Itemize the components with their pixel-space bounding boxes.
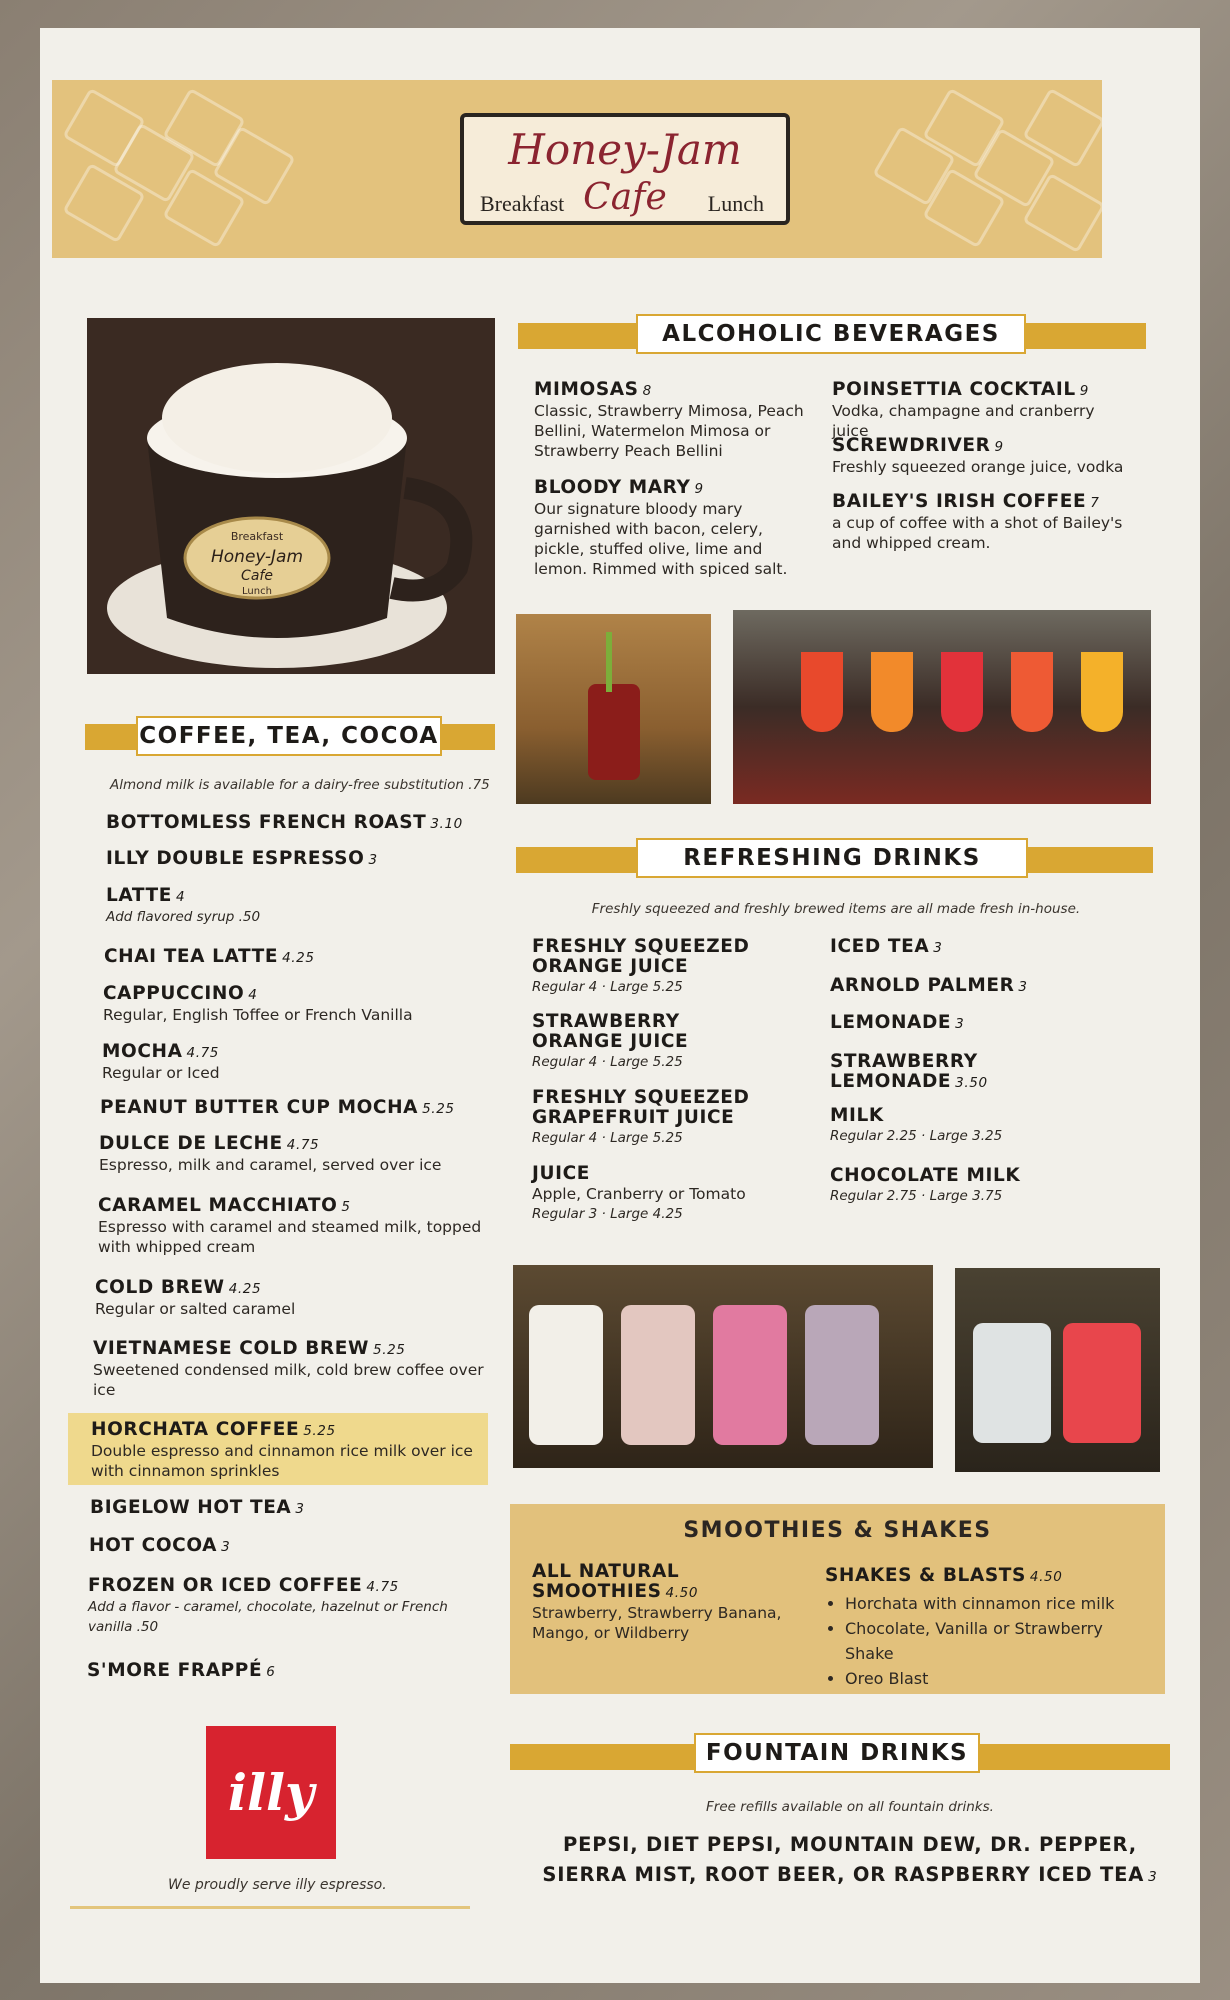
illy-logo: illy <box>206 1726 336 1859</box>
fountain-line-2-text: SIERRA MIST, ROOT BEER, OR RASPBERRY ICED TEA <box>542 1863 1145 1886</box>
item-name: BLOODY MARY <box>534 477 691 498</box>
fountain-drinks-list <box>540 1830 1160 1892</box>
item-name: MIMOSAS <box>534 379 639 400</box>
item-price: 8 <box>642 383 652 399</box>
menu-item <box>534 380 814 461</box>
menu-item <box>830 976 1090 997</box>
menu-item <box>532 1164 772 1224</box>
mimosas-photo <box>733 610 1151 804</box>
item-name: LEMONADE <box>830 1012 952 1033</box>
menu-item <box>830 1106 1090 1146</box>
menu-item <box>100 1098 495 1119</box>
menu-item <box>99 1134 494 1175</box>
refreshing-note: Freshly squeezed and freshly brewed items are all made fresh in-house. <box>591 901 1081 917</box>
item-sizes: Regular 4 · Large 5.25 <box>532 1054 683 1070</box>
header-banner <box>52 80 1102 258</box>
item-name: COLD BREW <box>95 1277 225 1298</box>
item-price: 9 <box>1079 383 1089 399</box>
menu-item <box>91 1420 486 1481</box>
menu-item <box>830 1013 1090 1034</box>
mug-badge-bottom: Lunch <box>242 586 272 597</box>
menu-item <box>532 1012 772 1072</box>
item-desc: Regular or Iced <box>102 1064 220 1082</box>
fountain-line-2 <box>540 1860 1160 1892</box>
menu-item <box>98 1196 493 1257</box>
cafe-name: Honey-Jam <box>508 125 742 174</box>
menu-item <box>532 1088 772 1148</box>
shakes-item <box>825 1566 1155 1691</box>
item-desc: Classic, Strawberry Mimosa, Peach Bellini, Watermelon Mimosa or Strawberry Peach Bellini <box>534 402 804 460</box>
item-desc: Add a flavor - caramel, chocolate, hazelnut or French vanilla .50 <box>88 1599 448 1635</box>
item-desc: Espresso with caramel and steamed milk, topped with whipped cream <box>98 1218 482 1256</box>
menu-item <box>88 1576 483 1637</box>
item-name: JUICE <box>532 1163 591 1184</box>
item-price: 4.75 <box>366 1579 399 1595</box>
item-price: 4.25 <box>282 950 315 966</box>
shakes-bullet: • Oreo Blast <box>845 1666 1155 1691</box>
item-name: BIGELOW HOT TEA <box>90 1497 292 1518</box>
item-name: ICED TEA <box>830 936 930 957</box>
item-name: STRAWBERRY LEMONADE <box>830 1051 978 1092</box>
item-desc: a cup of coffee with a shot of Bailey's and whipped cream. <box>832 514 1123 552</box>
refreshing-title: REFRESHING DRINKS <box>636 838 1028 878</box>
item-name: FRESHLY SQUEEZED ORANGE JUICE <box>532 936 750 977</box>
item-price: 3 <box>295 1501 305 1517</box>
mug-illustration <box>87 318 495 674</box>
item-desc: Add flavored syrup .50 <box>106 909 261 925</box>
item-name: VIETNAMESE COLD BREW <box>93 1338 369 1359</box>
smoothies-price: 4.50 <box>665 1585 699 1601</box>
illy-tagline: We proudly serve illy espresso. <box>168 1877 387 1893</box>
item-price: 4 <box>175 889 186 905</box>
item-name: HORCHATA COFFEE <box>91 1419 300 1440</box>
alcohol-title: ALCOHOLIC BEVERAGES <box>636 314 1026 354</box>
item-price: 3.10 <box>430 816 463 832</box>
item-name: STRAWBERRY ORANGE JUICE <box>532 1011 689 1052</box>
item-desc: Espresso, milk and caramel, served over ice <box>99 1156 442 1174</box>
item-sizes: Regular 4 · Large 5.25 <box>532 1130 683 1146</box>
item-name: SCREWDRIVER <box>832 435 991 456</box>
item-price: 9 <box>694 481 704 497</box>
menu-item <box>95 1278 490 1319</box>
cafe-word: Cafe <box>583 177 667 218</box>
mug-photo <box>87 318 495 674</box>
item-price: 5 <box>341 1199 351 1215</box>
menu-item <box>93 1339 488 1400</box>
item-name: S'MORE FRAPPÉ <box>87 1660 263 1681</box>
bloody-mary-photo <box>516 614 711 804</box>
menu-item <box>103 984 498 1025</box>
item-desc: Regular or salted caramel <box>95 1300 296 1318</box>
item-price: 5.25 <box>373 1342 406 1358</box>
item-price: 7 <box>1090 495 1100 511</box>
smoothies-desc: Strawberry, Strawberry Banana, Mango, or Wildberry <box>532 1604 782 1642</box>
menu-item <box>90 1498 485 1519</box>
item-name: FRESHLY SQUEEZED GRAPEFRUIT JUICE <box>532 1087 750 1128</box>
item-name: BAILEY'S IRISH COFFEE <box>832 491 1087 512</box>
mug-badge-top: Breakfast <box>230 530 284 543</box>
item-desc: Sweetened condensed milk, cold brew coffee over ice <box>93 1361 484 1399</box>
menu-item <box>106 849 501 870</box>
item-name: LATTE <box>106 885 172 906</box>
item-sizes: Regular 3 · Large 4.25 <box>532 1206 683 1222</box>
item-desc: Vodka, champagne and cranberry juice <box>832 402 1095 440</box>
lemonade-photo <box>955 1268 1160 1472</box>
menu-item <box>106 813 501 834</box>
menu-item <box>832 436 1132 477</box>
item-desc: Our signature bloody mary garnished with bacon, celery, pickle, stuffed olive, lime and lemon. Rimmed with spiced salt. <box>534 500 788 578</box>
item-price: 5.25 <box>422 1101 455 1117</box>
fountain-note: Free refills available on all fountain drinks. <box>706 1799 994 1815</box>
smoothies-panel <box>510 1504 1165 1694</box>
coffee-title: COFFEE, TEA, COCOA <box>136 716 442 756</box>
item-price: 6 <box>266 1664 276 1680</box>
item-name: CHAI TEA LATTE <box>104 946 279 967</box>
smoothies-title: SMOOTHIES & SHAKES <box>683 1518 992 1543</box>
item-price: 3 <box>955 1016 965 1032</box>
item-sizes: Regular 4 · Large 5.25 <box>532 979 683 995</box>
fountain-title: FOUNTAIN DRINKS <box>694 1733 980 1773</box>
item-price: 3 <box>221 1539 231 1555</box>
item-name: HOT COCOA <box>89 1535 218 1556</box>
item-name: ILLY DOUBLE ESPRESSO <box>106 848 365 869</box>
shakes-name: SHAKES & BLASTS <box>825 1565 1026 1586</box>
item-name: BOTTOMLESS FRENCH ROAST <box>106 812 427 833</box>
menu-item <box>87 1661 482 1682</box>
item-price: 9 <box>994 439 1004 455</box>
item-desc: Freshly squeezed orange juice, vodka <box>832 458 1124 476</box>
item-desc: Regular, English Toffee or French Vanilla <box>103 1006 413 1024</box>
item-desc: Double espresso and cinnamon rice milk over ice with cinnamon sprinkles <box>91 1442 473 1480</box>
item-name: CHOCOLATE MILK <box>830 1165 1021 1186</box>
item-price: 4.75 <box>186 1045 219 1061</box>
cafe-logo <box>460 113 790 225</box>
item-name: CARAMEL MACCHIATO <box>98 1195 338 1216</box>
item-name: ARNOLD PALMER <box>830 975 1015 996</box>
item-price: 3 <box>368 852 378 868</box>
item-name: PEANUT BUTTER CUP MOCHA <box>100 1097 419 1118</box>
menu-item <box>106 886 501 927</box>
item-name: POINSETTIA COCKTAIL <box>832 379 1076 400</box>
item-name: CAPPUCCINO <box>103 983 245 1004</box>
item-price: 4.75 <box>286 1137 320 1153</box>
menu-item <box>830 1052 1090 1093</box>
menu-item <box>830 1166 1090 1206</box>
item-price: 3 <box>933 940 943 956</box>
logo-breakfast: Breakfast <box>480 191 565 216</box>
item-price: 4 <box>248 987 258 1003</box>
menu-item <box>89 1536 484 1557</box>
item-sizes: Regular 2.75 · Large 3.75 <box>830 1188 1003 1204</box>
item-name: MOCHA <box>102 1041 183 1062</box>
coffee-note: Almond milk is available for a dairy-free substitution .75 <box>110 777 490 793</box>
item-sizes: Regular 2.25 · Large 3.25 <box>830 1128 1003 1144</box>
menu-item <box>102 1042 497 1083</box>
item-price: 4.25 <box>228 1281 262 1297</box>
menu-item <box>532 937 772 997</box>
item-name: DULCE DE LECHE <box>99 1133 283 1154</box>
item-price: 3.50 <box>955 1075 988 1091</box>
shakes-bullet: • Horchata with cinnamon rice milk <box>845 1591 1155 1616</box>
mug-badge-cafe: Cafe <box>241 568 273 584</box>
item-name: FROZEN OR ICED COFFEE <box>88 1575 363 1596</box>
shakes-bullet: • Chocolate, Vanilla or Strawberry Shake <box>845 1616 1155 1666</box>
fountain-price: 3 <box>1148 1869 1158 1885</box>
menu-item <box>534 478 814 579</box>
menu-item <box>830 937 1090 958</box>
smoothies-name: ALL NATURAL SMOOTHIES <box>532 1561 680 1602</box>
footer-rule <box>70 1906 470 1909</box>
menu-item <box>104 947 499 968</box>
item-name: MILK <box>830 1105 884 1126</box>
logo-lunch: Lunch <box>707 191 764 216</box>
shakes-price: 4.50 <box>1029 1569 1063 1585</box>
item-desc: Apple, Cranberry or Tomato <box>532 1185 746 1203</box>
fountain-line-1: PEPSI, DIET PEPSI, MOUNTAIN DEW, DR. PEPPER, <box>563 1833 1137 1856</box>
shakes-photo <box>513 1265 933 1468</box>
item-price: 5.25 <box>303 1423 336 1439</box>
menu-item <box>832 492 1132 553</box>
shakes-list <box>825 1591 1155 1691</box>
mug-badge-name: Honey-Jam <box>211 547 303 567</box>
smoothies-item <box>532 1562 792 1643</box>
menu-item <box>832 380 1132 441</box>
item-price: 3 <box>1018 979 1028 995</box>
